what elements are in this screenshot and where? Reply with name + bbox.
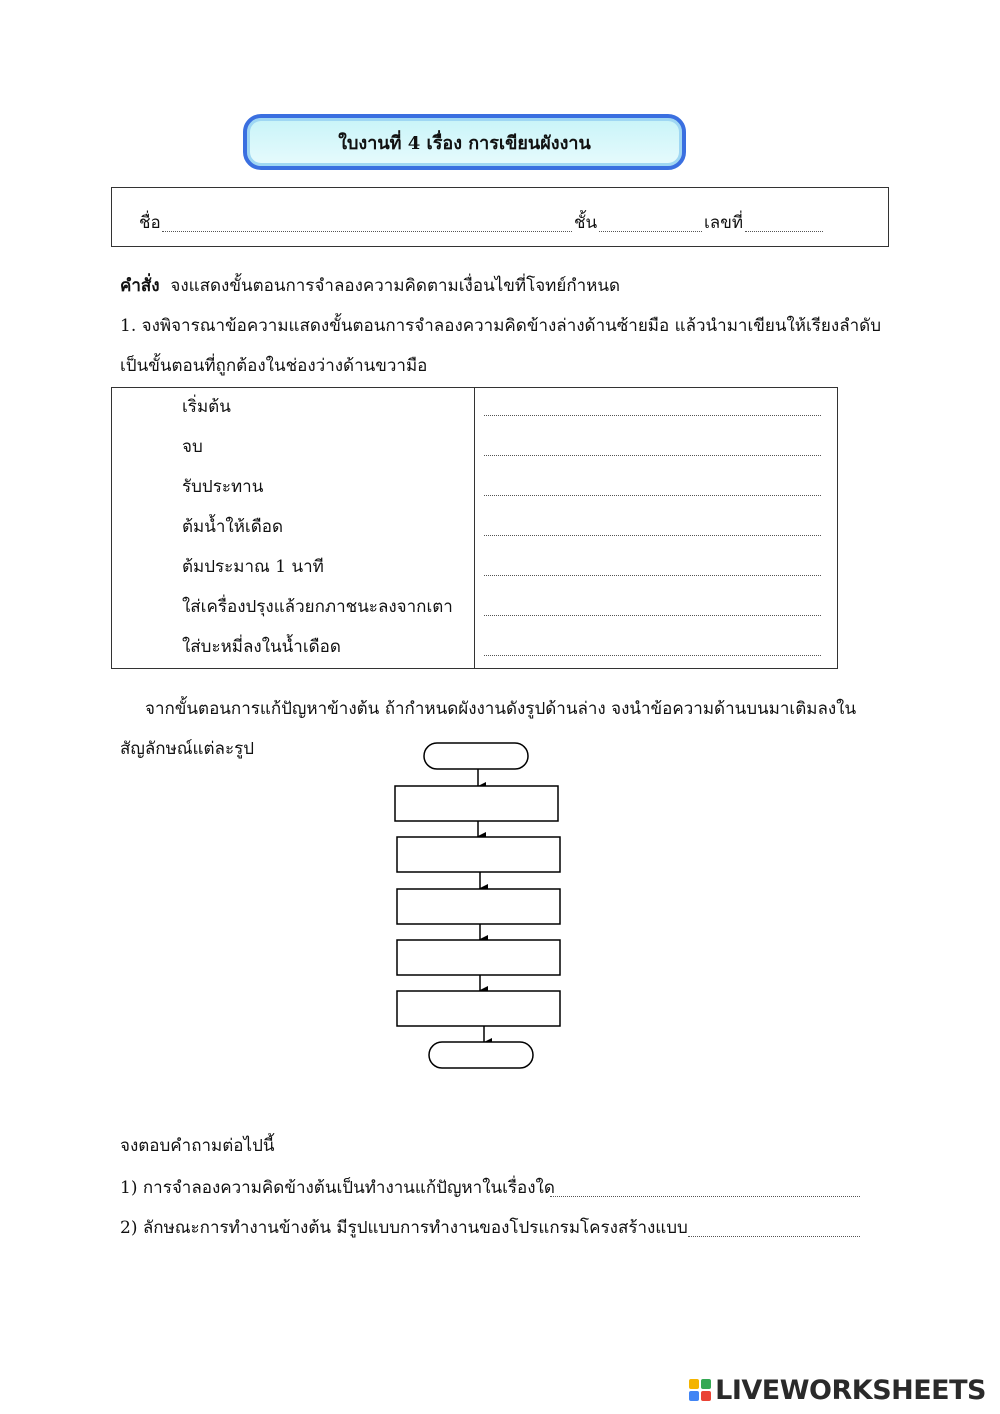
logo-square [701, 1391, 711, 1401]
instruction-text: จงแสดงขั้นตอนการจำลองความคิดตามเงื่อนไขที่โจทย์กำหนด [170, 276, 621, 296]
step-table [111, 387, 838, 669]
question-q1: 1) การจำลองความคิดข้างต้นเป็นทำงานแก้ปัญหาในเรื่องใด [120, 1178, 555, 1198]
answer-line-3[interactable] [484, 495, 821, 496]
process-box-5[interactable] [397, 991, 560, 1026]
logo-square [701, 1379, 711, 1389]
questions-heading: จงตอบคำถามต่อไปนี้ [120, 1136, 275, 1156]
name-label: ชื่อ [139, 213, 161, 233]
liveworksheets-logo [689, 1374, 986, 1406]
step-item: ใส่เครื่องปรุงแล้วยกภาชนะลงจากเตา [182, 597, 453, 617]
name-field[interactable] [162, 231, 572, 232]
logo-square [689, 1379, 699, 1389]
logo-square [689, 1391, 699, 1401]
worksheet-title: ใบงานที่ 4 เรื่อง การเขียนผังงาน [338, 132, 591, 154]
number-field[interactable] [745, 231, 823, 232]
step-item: ต้มน้ำให้เดือด [182, 517, 284, 537]
end-terminal[interactable] [429, 1042, 533, 1068]
step-item: เริ่มต้น [182, 397, 231, 417]
step-item: ต้มประมาณ 1 นาที [182, 557, 324, 577]
step-item: รับประทาน [182, 477, 264, 497]
process-box-1[interactable] [395, 786, 558, 821]
process-box-3[interactable] [397, 889, 560, 924]
logo-text: LIVEWORKSHEETS [715, 1374, 986, 1406]
answer-q1-field[interactable] [550, 1196, 860, 1197]
class-label: ชั้น [574, 213, 598, 233]
class-field[interactable] [599, 231, 702, 232]
question-q2: 2) ลักษณะการทำงานข้างต้น มีรูปแบบการทำงานของโปรแกรมโครงสร้างแบบ [120, 1218, 688, 1238]
step-item: จบ [182, 437, 203, 457]
answer-line-5[interactable] [484, 575, 821, 576]
process-box-2[interactable] [397, 837, 560, 872]
answer-q2-field[interactable] [688, 1236, 860, 1237]
student-info-box [111, 187, 889, 247]
instruction-label: คำสั่ง [120, 276, 160, 296]
liveworksheets-logo-icon [689, 1379, 711, 1401]
question1-line2: เป็นขั้นตอนที่ถูกต้องในช่องว่างด้านขวามือ [120, 356, 428, 376]
flow-instruction-line2: สัญลักษณ์แต่ละรูป [120, 739, 255, 759]
start-terminal[interactable] [424, 743, 528, 769]
instruction [120, 275, 620, 297]
step-item: ใส่บะหมี่ลงในน้ำเดือด [182, 637, 341, 657]
table-divider [474, 388, 475, 668]
answer-line-1[interactable] [484, 415, 821, 416]
answer-line-2[interactable] [484, 455, 821, 456]
answer-line-7[interactable] [484, 655, 821, 656]
answer-line-6[interactable] [484, 615, 821, 616]
process-box-4[interactable] [397, 940, 560, 975]
flowchart-diagram [380, 740, 580, 1075]
flow-instruction-line1: จากขั้นตอนการแก้ปัญหาข้างต้น ถ้ากำหนดผังงานดังรูปด้านล่าง จงนำข้อความด้านบนมาเติมลงใน [145, 699, 857, 719]
question1-line1: 1. จงพิจารณาข้อความแสดงขั้นตอนการจำลองความคิดข้างล่างด้านซ้ายมือ แล้วนำมาเขียนให้เรียงลำดับ [120, 316, 881, 336]
number-label: เลขที่ [704, 213, 744, 233]
worksheet-title-banner [243, 114, 686, 170]
answer-line-4[interactable] [484, 535, 821, 536]
